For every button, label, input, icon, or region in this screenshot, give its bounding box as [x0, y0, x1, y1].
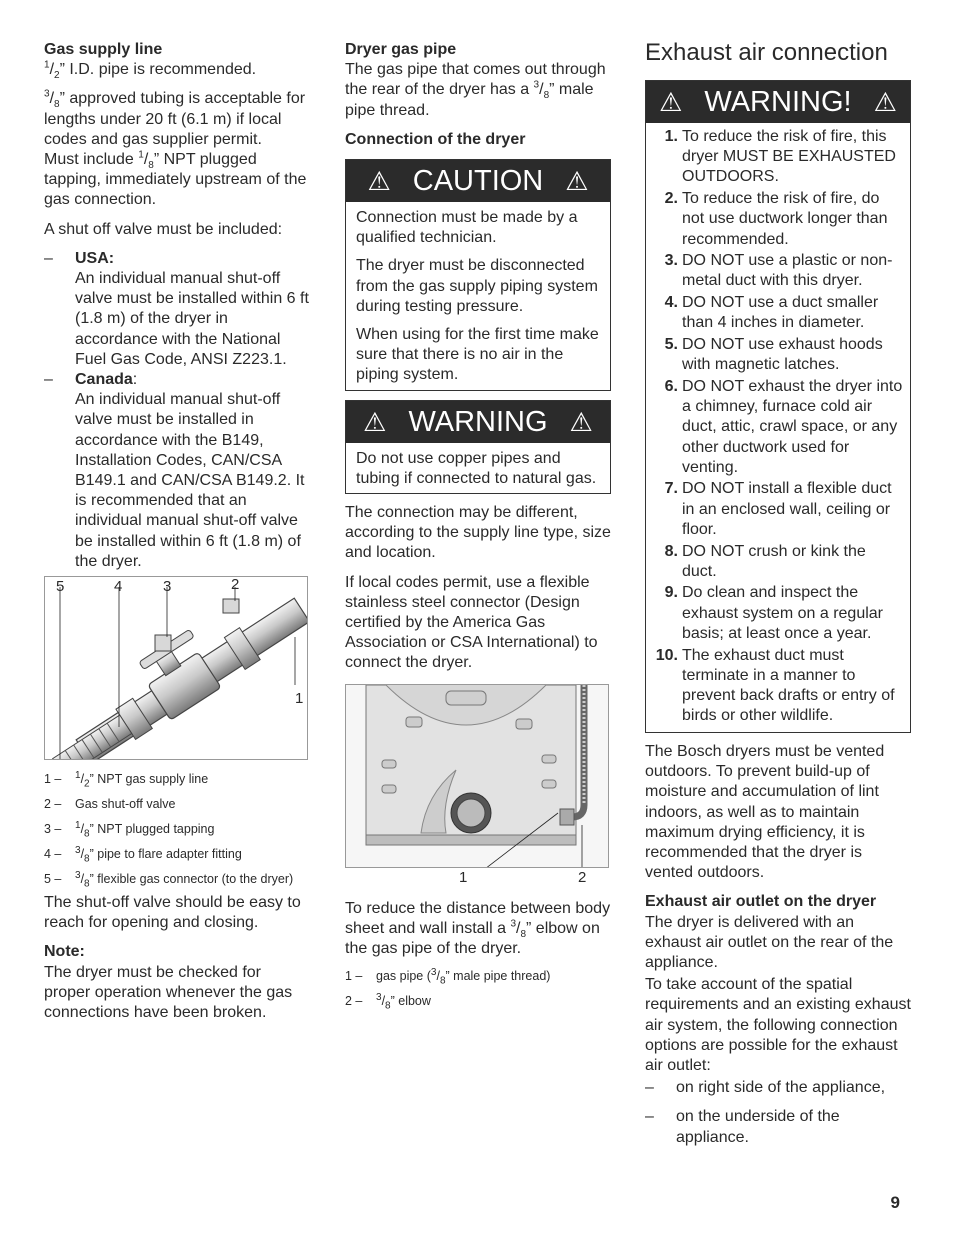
exhaust-warning-header [646, 81, 910, 123]
warning-triangle-icon: ⚠ [873, 86, 897, 117]
figure-captions [345, 967, 611, 1011]
warning-triangle-icon: ⚠ [569, 406, 593, 437]
note-text: The dryer must be checked for proper operation whenever the gas connections have been broken. [44, 963, 293, 1022]
dryer-pipe-heading: Dryer gas pipe [345, 41, 457, 58]
warning-box [345, 400, 611, 494]
dryer-pipe-text: The gas pipe that comes out through the rear of the dryer has a $^3/_8$” male pipe thread. [345, 61, 606, 119]
connection-heading: Connection of the dryer [345, 130, 526, 148]
exhaust-warning-box [645, 80, 911, 733]
warning-title: WARNING [408, 405, 548, 438]
list-item: 3. DO NOT use a plastic or non-metal duct with this dryer. [664, 252, 893, 290]
connection-different: The connection may be different, according to the supply line type, size and location. [345, 504, 611, 562]
exhaust-warning-title: WARNING! [704, 85, 852, 118]
option-item: – on right side of the appliance, [645, 1078, 911, 1098]
usa-label: USA: [75, 249, 115, 267]
reduce-distance: To reduce the distance between body sheet and wall install a $^3/_8$” elbow on the gas pipe of the dryer. [345, 899, 611, 958]
warning-triangle-icon: ⚠ [363, 406, 387, 437]
list-item: 9. Do clean and inspect the exhaust system on a regular basis; at least once a year. [664, 584, 883, 642]
caution-title: CAUTION [412, 164, 544, 197]
gas-supply-heading: Gas supply line [44, 41, 163, 58]
bosch-vent-text: The Bosch dryers must be vented outdoors. To prevent build-up of moisture and accumulation of lint indoors, as well as to maintain maximum drying efficiency, it is recommended that the dryer is vented outdoors. [645, 742, 885, 882]
caution-paragraph: The dryer must be disconnected from the gas supply piping system during testing pressure. [356, 257, 598, 315]
caption-item: 1 – $^1/_2$” NPT gas supply line [44, 769, 209, 790]
warning-header [346, 401, 610, 443]
outlet-text: The dryer is delivered with an exhaust air outlet on the rear of the appliance. [645, 913, 894, 971]
outlet-heading: Exhaust air outlet on the dryer [645, 893, 877, 911]
canada-label: Canada [75, 371, 133, 389]
list-item: 1. To reduce the risk of fire, this dryer MUST BE EXHAUSTED OUTDOORS. [664, 128, 896, 186]
figure-captions [44, 770, 310, 889]
dash-bullet: – [645, 1079, 654, 1097]
figure-label: 1 [295, 690, 304, 708]
list-item: 5. DO NOT use exhaust hoods with magnetic latches. [664, 336, 883, 374]
option-item: – on the underside of the appliance. [645, 1107, 911, 1147]
note-heading: Note: [44, 943, 85, 961]
shutoff-easy: The shut-off valve should be easy to reach for opening and closing. [44, 894, 301, 932]
shutoff-intro: A shut off valve must be included: [44, 220, 283, 238]
caption-item: 2 – $^3/_8$” elbow [345, 992, 431, 1012]
dryer-rear-illustration [346, 685, 608, 867]
dryer-rear-figure [345, 684, 609, 868]
gas-valve-figure [44, 576, 308, 760]
caption-item: 5 – $^3/_8$” flexible gas connector (to the dryer) [44, 869, 294, 890]
list-item: 10. The exhaust duct must terminate in a manner to prevent back drafts or entry of birds or other wildlife. [655, 646, 895, 725]
figure-labels-row [345, 868, 611, 890]
usa-item [44, 249, 310, 370]
warning-list [646, 123, 910, 732]
column-exhaust [645, 40, 911, 1148]
figure-label: 5 [56, 578, 65, 596]
page-number: 9 [890, 1193, 900, 1212]
warning-triangle-icon: ⚠ [565, 165, 589, 196]
caption-item: 4 – $^3/_8$” pipe to flare adapter fitting [44, 844, 242, 865]
half-pipe-line: $^1/_2$” I.D. pipe is recommended. [44, 59, 257, 82]
caption-item: 3 – $^1/_8$” NPT plugged tapping [44, 819, 215, 840]
figure-label: 1 [459, 868, 468, 886]
caution-paragraph: When using for the first time make sure that there is no air in the piping system. [356, 326, 599, 384]
canada-text: An individual manual shut-off valve must be installed in accordance with the B149, Installation Codes, CAN/CSA B149.1 and CAN/CSA B149.2. It is recommended that an individual manual shut-off valve be installed within 6 ft (1.8 m) of the dryer. [75, 391, 305, 570]
figure-label: 2 [578, 868, 587, 886]
caption-item: 1 – gas pipe ($^3/_8$” male pipe thread) [345, 967, 551, 987]
usa-text: An individual manual shut-off valve must be installed within 6 ft (1.8 m) of the dryer in accordance with the National Fuel Gas Code, ANSI Z223.1. [75, 270, 309, 368]
local-codes: If local codes permit, use a flexible stainless steel connector (Design certified by the America Gas Association or CSA International) to connect the dryer. [345, 573, 598, 672]
warning-triangle-icon: ⚠ [367, 165, 391, 196]
column-dryer-connection [345, 40, 611, 1011]
warning-text: Do not use copper pipes and tubing if connected to natural gas. [356, 449, 597, 487]
caution-header [346, 160, 610, 202]
caution-paragraph: Connection must be made by a qualified technician. [356, 209, 578, 247]
list-item: 4. DO NOT use a duct smaller than 4 inches in diameter. [664, 294, 879, 332]
list-item: 6. DO NOT exhaust the dryer into a chimney, furnace cold air duct, attic, crawl space, or any other ductwork used for venting. [664, 377, 903, 476]
caution-box [345, 159, 611, 391]
canada-item: – Canada: An individual manual shut-off valve must be installed in accordance with the B149, Installation Codes, CAN/CSA B149.1 and CAN/CSA B149.2. It is recommended that an individual manual shut-off valve be installed within 6 ft (1.8 m) of the dryer. [44, 370, 310, 572]
gas-valve-illustration [45, 577, 307, 759]
must-include-paragraph: Must include $^1/_8$” NPT plugged tapping, immediately upstream of the gas connection. [44, 149, 307, 209]
list-item: 7. DO NOT install a flexible duct in an enclosed wall, ceiling or floor. [664, 480, 892, 538]
list-item: 8. DO NOT crush or kink the duct. [664, 542, 866, 580]
figure-label: 3 [163, 578, 172, 596]
warning-triangle-icon: ⚠ [659, 86, 683, 117]
list-item: 2. To reduce the risk of fire, do not use ductwork longer than recommended. [664, 190, 888, 248]
dash-bullet: – [645, 1108, 654, 1126]
column-gas-supply [44, 40, 310, 1023]
figure-label: 2 [231, 576, 240, 594]
spatial-text: To take account of the spatial requirements and an existing exhaust air system, the following connection options are possible for the exhaust air outlet: [645, 976, 911, 1074]
dash-bullet: – [44, 249, 53, 267]
figure-label: 4 [114, 578, 123, 596]
dash-bullet: – [44, 371, 53, 389]
exhaust-title: Exhaust air connection [645, 39, 888, 66]
tubing-paragraph: $^3/_8$” approved tubing is acceptable for lengths under 20 ft (6.1 m) if local codes and gas supplier permit. [44, 89, 306, 148]
caption-item: 2 – Gas shut-off valve [44, 797, 176, 812]
